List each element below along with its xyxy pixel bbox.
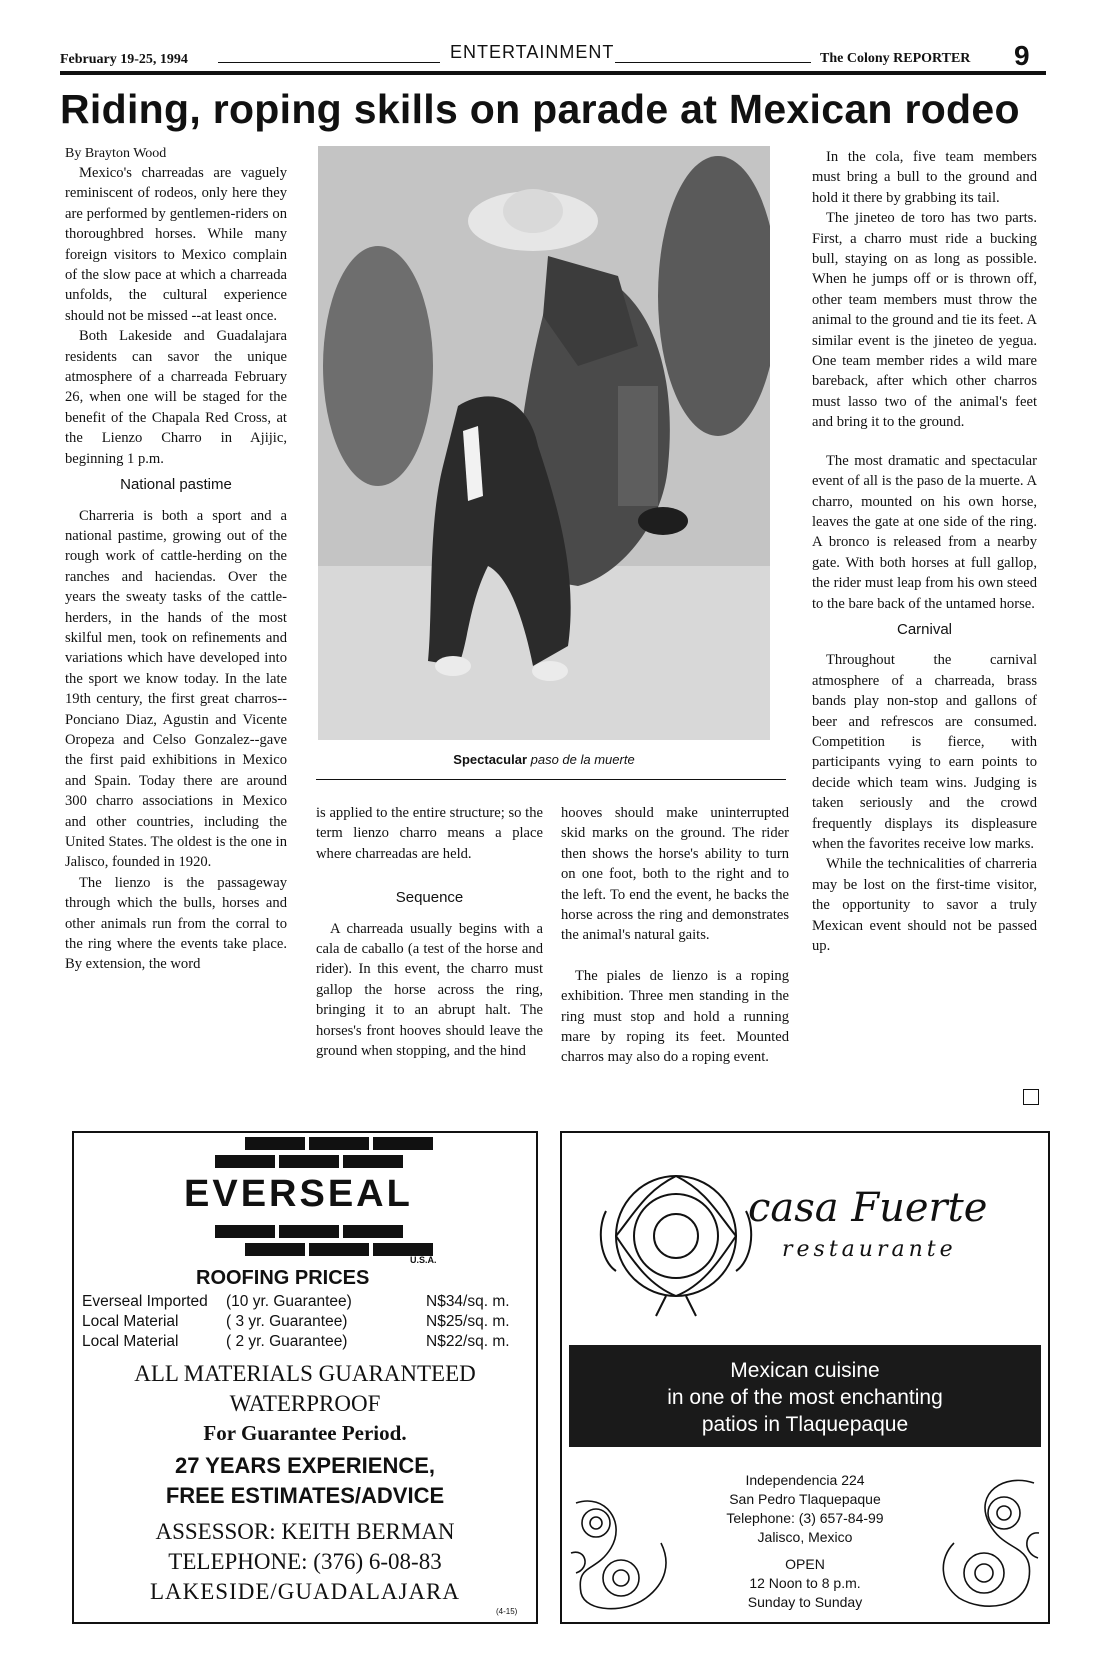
paragraph: Both Lakeside and Guadalajara residents can savor the unique atmosphere of a charreada February 26, when one will be staged for the benefit of the Chapala Red Cross, at the Lienzo Charro in Ajijic, beginning 1 p.m. [65,328,287,467]
price-guarantee: (10 yr. Guarantee) [226,1293,352,1310]
section-name: ENTERTAINMENT [450,42,615,62]
everseal-brand: EVERSEAL [184,1173,413,1215]
address-line: Jalisco, Mexico [757,1529,853,1545]
address-line: Independencia 224 [745,1472,865,1488]
article-column-5 [812,147,1037,956]
headline: Riding, roping skills on parade at Mexican rodeo [60,86,1020,132]
everseal-ad [72,1131,538,1624]
brick-logo-top [245,1137,433,1150]
rodeo-photo-illustration [318,146,770,740]
paragraph: Mexico's charreadas are vaguely reminiscent of rodeos, only here they are performed by gentlemen-riders on thoroughbred horses. While many foreign visitors to Mexico complain of the slow pace at which a charreada unfolds, the cultural experience should not be missed --at least once. [65,165,287,324]
everseal-country: U.S.A. [410,1255,437,1265]
paragraph: While the technicalities of charreria may be lost on the first-time visitor, the opportunity to savor a truly Mexican event should not be passed up. [812,856,1037,955]
open-label: OPEN [785,1556,825,1572]
ad-line-experience: 27 YEARS EXPERIENCE, [174,1453,436,1478]
paragraph: The piales de lienzo is a roping exhibition. Three men standing in the ring must stop and hold a running mare by roping its feet. Mounted charros may also do a roping event. [561,967,789,1066]
ad-line-period: For Guarantee Period. [203,1421,407,1445]
rodeo-photo [318,146,770,740]
restaurant-name: casa Fuerte [748,1185,988,1231]
price-value: N$22/sq. m. [426,1333,510,1350]
casa-tagline-band [569,1345,1041,1447]
brick [215,1155,275,1168]
ad-line-telephone: TELEPHONE: (376) 6-08-83 [168,1549,442,1574]
byline: By Brayton Wood [65,146,167,161]
paragraph: Throughout the carnival atmosphere of a charreada, brass bands play non-stop and gallons of beer and refrescos are consumed. Competition is fierce, with participants vying to earn points to decide which team wins. Judging is taken seriously and the crowd frequently displays its displeasure when the favorites receive low marks. [812,652,1037,852]
subhead-carnival: Carnival [896,620,953,638]
price-value: N$25/sq. m. [426,1313,510,1330]
brick [343,1225,403,1238]
brick [245,1243,305,1256]
brick-logo-row2 [215,1155,403,1168]
brick [309,1137,369,1150]
ornament-right-icon [934,1473,1046,1618]
paragraph: is applied to the entire structure; so the term lienzo charro means a place where charreadas are held. [316,805,543,862]
price-material: Everseal Imported [82,1293,208,1310]
brick [373,1137,433,1150]
hours-line: Sunday to Sunday [747,1594,863,1610]
price-guarantee: ( 2 yr. Guarantee) [226,1333,348,1350]
end-of-article-box [1023,1089,1039,1105]
photo-caption [318,752,770,767]
caption-italic-text: paso de la muerte [530,752,635,767]
price-row [82,1333,179,1351]
paragraph: Charreria is both a sport and a national pastime, growing out of the rough work of cattle-herding on the ranches and haciendas. Over the years the sweaty tasks of the cattle-herders, in the hands of the most skilful men, took on refinements and variations which have developed into the sport we know today. In the late 19th century, the first great charros--Ponciano Diaz, Agustin and Vicente Oropeza and Celso Gonzalez--gave the first paid exhibitions in Mexico and Spain. Today there are around 300 charro associations in Mexico and other countries, including the United States. The oldest is the one in Jalisco, founded in 1920. [65,507,287,871]
address-line: San Pedro Tlaquepaque [729,1491,881,1507]
brick [245,1137,305,1150]
brick [309,1243,369,1256]
header-rule-left [218,62,440,63]
article-column-3 [316,803,543,1061]
brick [279,1155,339,1168]
tagline-line: patios in Tlaquepaque [701,1413,909,1436]
issue-date: February 19-25, 1994 [60,52,188,67]
tagline-line: in one of the most enchanting [667,1386,943,1409]
paragraph: A charreada usually begins with a cala de caballo (a test of the horse and rider). In this event, the charro must gallop the horse across the ring, bringing it to an abrupt halt. The horses's front hooves should leave the ground when stopping, and the hind [316,920,543,1060]
brick-logo-row3 [215,1225,403,1238]
caption-rule [316,779,786,780]
price-material: Local Material [82,1333,179,1350]
price-material: Local Material [82,1313,179,1330]
article-column-4 [561,803,789,1068]
paragraph: hooves should make uninterrupted skid marks on the ground. The rider then shows the horse's ability to turn on one foot, both to the right and to the left. To end the event, he backs the horse across the ring and demonstrates the animal's natural gaits. [561,805,789,944]
ornament-left-icon [566,1493,676,1618]
brick [343,1155,403,1168]
paragraph: In the cola, five team members must bring a bull to the ground and hold it there by grabbing its tail. [812,149,1037,206]
ad-line-waterproof: WATERPROOF [229,1391,381,1416]
ad-line-location: LAKESIDE/GUADALAJARA [149,1579,461,1604]
flower-logo-icon [596,1151,756,1321]
ad-line-assessor: ASSESSOR: KEITH BERMAN [155,1519,455,1544]
caption-text: Spectacular [453,752,531,767]
ad-line-guaranteed: ALL MATERIALS GUARANTEED [134,1361,476,1386]
brick-logo-bottom [245,1243,433,1256]
publication-name: The Colony REPORTER [820,51,971,66]
brick [215,1225,275,1238]
price-row [82,1293,208,1311]
price-row [82,1313,179,1331]
paragraph: The jineteo de toro has two parts. First, a charro must ride a bucking bull, staying on as long as possible. When he jumps off or is thrown off, other team members must throw the animal to the ground and tie its feet. A similar event is the jineteo de yegua. One team member rides a wild mare bareback, after which other charros must lasso two of the animal's feet and bring it to the ground. [812,210,1037,431]
hours-line: 12 Noon to 8 p.m. [749,1575,861,1591]
restaurant-subtitle: restaurante [782,1237,957,1262]
roofing-prices-heading: ROOFING PRICES [196,1267,370,1289]
price-guarantee: ( 3 yr. Guarantee) [226,1313,348,1330]
telephone-line: Telephone: (3) 657-84-99 [726,1510,884,1526]
ad-code: (4-15) [496,1607,518,1616]
header-thick-rule [60,71,1046,75]
article-column-1 [65,163,287,975]
brick [279,1225,339,1238]
ad-line-estimates: FREE ESTIMATES/ADVICE [165,1483,445,1508]
header-rule-right [615,62,811,63]
tagline-line: Mexican cuisine [730,1359,880,1382]
paragraph: The most dramatic and spectacular event of all is the paso de la muerte. A charro, mounted on his own horse, leaves the gate at one side of the ring. A bronco is released from a nearby gate. With both horses at full gallop, the rider must leap from his own steed to the bare back of the untamed horse. [812,452,1037,612]
subhead-sequence: Sequence [395,889,464,907]
paragraph: The lienzo is the passageway through which the bulls, horses and other animals run from the corral to the ring where the events take place. By extension, the word [65,874,287,973]
subhead-national-pastime: National pastime [120,476,232,494]
page-number: 9 [1014,40,1030,71]
price-value: N$34/sq. m. [426,1293,510,1310]
